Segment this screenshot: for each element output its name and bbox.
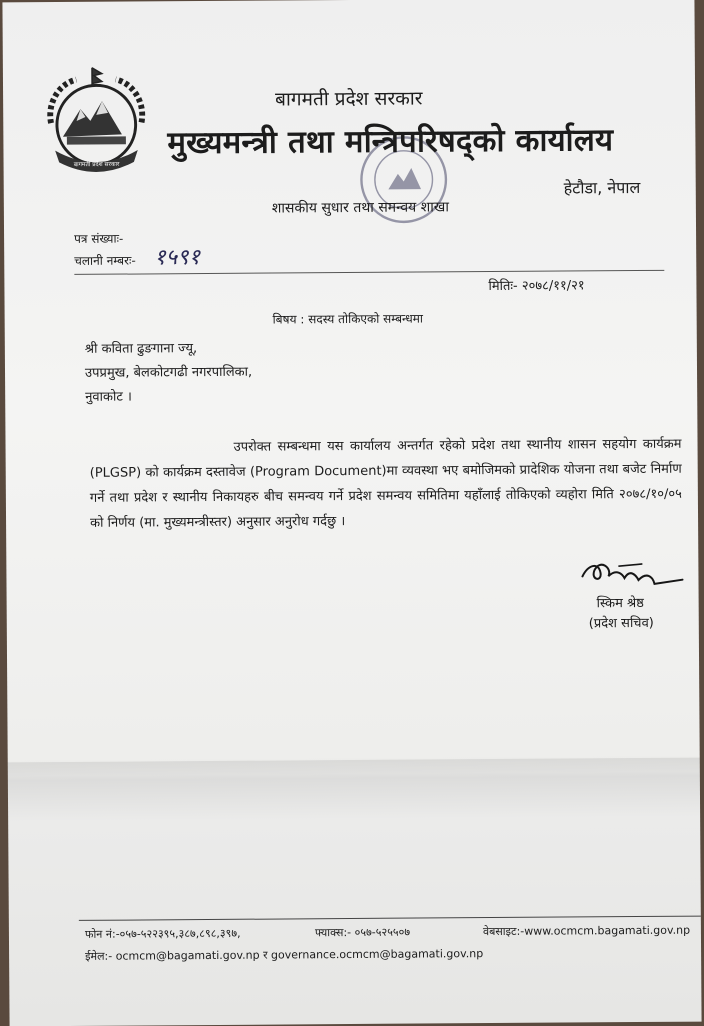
recipient-district: नुवाकोट । (85, 389, 133, 405)
letter-subject: बिषय : सदस्य तोकिएको सम्बन्धमा (272, 311, 424, 327)
recipient-position: उपप्रमुख, बेलकोटगढी नगरपालिका, (84, 364, 253, 381)
letter-body (89, 432, 682, 536)
section-name: शासकीय सुधार तथा समन्वय शाखा (271, 199, 449, 217)
signatory-name: स्किम श्रेष्ठ (596, 595, 644, 612)
government-name: बागमती प्रदेश सरकार (275, 87, 423, 111)
svg-text:बागमती प्रदेश सरकार: बागमती प्रदेश सरकार (73, 161, 120, 169)
letter-body-paragraph: उपरोक्त सम्बन्धमा यस कार्यालय अन्तर्गत रहेको प्रदेश तथा स्थानीय शासन सहयोग कार्यक्रम (PLGSP) को कार्यक्रम दस्तावेज (Program Document)मा व्यवस्था भए बमोजिमको प्रादेशिक योजना तथा बजेट निर्माण गर्ने तथा प्रदेश र स्थानीय निकायहरु बीच समन्वय गर्ने प्रदेश समन्वय समितिमा यहाँलाई तोकिएको व्यहोरा मिति २०७८/१०/०५ को निर्णय (मा. मुख्यमन्त्रीस्तर) अनुसार अनुरोध गर्दछु । (89, 436, 682, 531)
footer-email: ईमेल:- ocmcm@bagamati.gov.np र governance.ocmcm@bagamati.gov.np (85, 947, 484, 963)
recipient-name: श्री कविता ढुङगाना ज्यू, (84, 341, 198, 357)
signature-icon (578, 554, 688, 595)
dispatch-number-label: चलानी नम्बरः- (74, 253, 136, 268)
nepal-emblem-icon (37, 63, 156, 182)
office-location: हेटौडा, नेपाल (563, 177, 641, 198)
footer-website: वेबसाइट:-www.ocmcm.bagamati.gov.np (482, 923, 691, 939)
footer-divider (79, 916, 701, 921)
paper-fold (8, 758, 700, 777)
footer-phone: फोन नं:-०५७-५२२३९५,३८७,८९८,३९७, (84, 926, 241, 941)
dispatch-number: १५९१ (154, 245, 201, 271)
letter-number-label: पत्र संख्याः- (74, 231, 124, 246)
letter-date: मितिः- २०७८/११/२१ (488, 278, 585, 295)
signatory-title: (प्रदेश सचिव) (588, 615, 654, 632)
office-name: मुख्यमन्त्री तथा मन्त्रिपरिषद्को कार्यालय (167, 122, 614, 162)
letter-page (2, 0, 701, 1026)
footer-fax: फ्याक्स:- ०५७-५२५५०७ (314, 925, 411, 940)
